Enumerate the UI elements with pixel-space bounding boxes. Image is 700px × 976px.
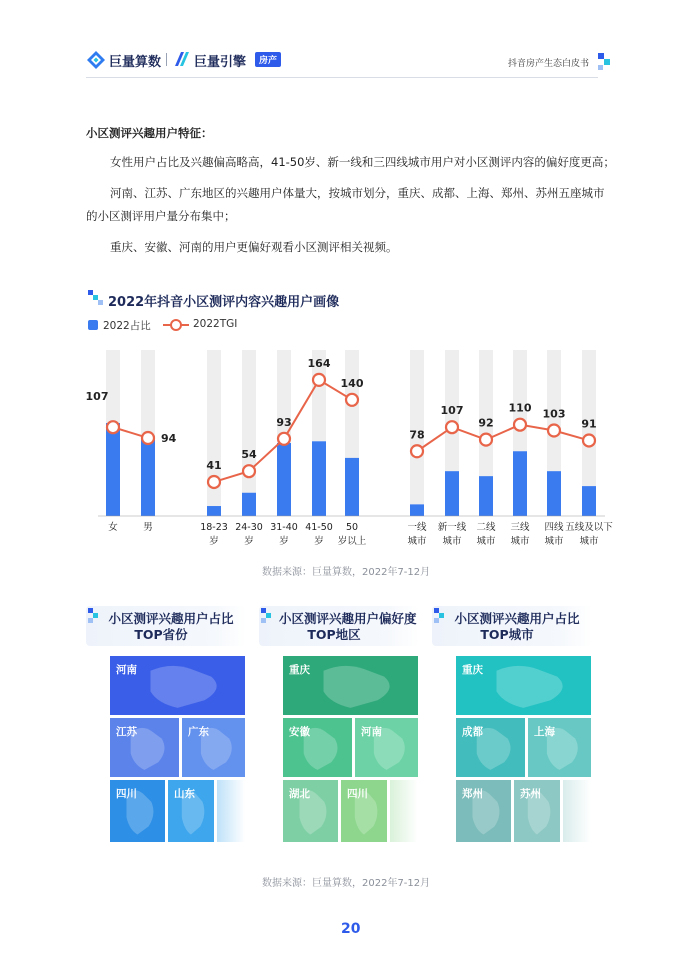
x-tick-label: 城市	[579, 536, 599, 547]
card-title: 小区测评兴趣用户占比	[454, 611, 580, 626]
legend-tgi-marker-icon	[163, 318, 189, 332]
tgi-point	[548, 425, 560, 437]
x-tick-label: 城市	[442, 536, 462, 547]
card-subtitle: TOP地区	[307, 627, 361, 642]
page-number: 20	[341, 921, 361, 937]
legend-tgi-label: 2022TGI	[193, 318, 238, 330]
card-deco-square	[434, 618, 439, 623]
tile-label: 苏州	[520, 788, 541, 800]
tgi-value-label: 164	[307, 356, 331, 370]
share-bar	[410, 504, 424, 516]
card-subtitle: TOP城市	[480, 627, 534, 642]
tgi-point	[107, 421, 119, 433]
tgi-value-label: 110	[508, 401, 532, 415]
tile-label: 成都	[462, 726, 483, 738]
column-background	[242, 350, 256, 516]
tgi-value-label: 78	[409, 428, 425, 442]
x-tick-label: 城市	[544, 536, 564, 547]
tgi-point	[411, 445, 423, 457]
chart-source: 数据来源：巨量算数，2022年7-12月	[262, 567, 431, 578]
x-tick-label: 18-23	[200, 522, 228, 533]
x-tick-label: 24-30	[235, 522, 263, 533]
tgi-point	[208, 476, 220, 488]
x-tick-label: 三线	[510, 522, 530, 533]
user-portrait-chart	[80, 340, 620, 555]
tile-label: 河南	[116, 664, 137, 676]
header-deco-square	[598, 65, 603, 70]
x-tick-label: 城市	[407, 536, 427, 547]
card-subtitle: TOP省份	[134, 627, 188, 642]
tile-label: 重庆	[462, 664, 483, 676]
card-title: 小区测评兴趣用户偏好度	[279, 611, 417, 626]
x-tick-label: 城市	[476, 536, 496, 547]
tgi-point	[583, 434, 595, 446]
x-tick-label: 岁	[279, 536, 289, 547]
tgi-point	[514, 419, 526, 431]
tgi-value-label: 107	[440, 404, 464, 418]
tile-label: 四川	[347, 788, 368, 800]
tile-label: 郑州	[462, 788, 483, 800]
tgi-value-label: 140	[340, 376, 364, 390]
card-deco-square	[261, 618, 266, 623]
tile-label: 上海	[534, 726, 555, 738]
treemap-tile	[355, 718, 418, 777]
tgi-point	[446, 421, 458, 433]
tile-label: 安徽	[289, 726, 310, 738]
tile-label: 湖北	[289, 788, 310, 800]
cards-source: 数据来源：巨量算数，2022年7-12月	[262, 878, 431, 889]
treemap-tile	[110, 780, 165, 842]
share-bar	[312, 441, 326, 516]
treemap-tile	[456, 656, 591, 715]
share-bar	[547, 471, 561, 516]
treemap-remainder	[217, 780, 245, 842]
x-tick-label: 31-40	[270, 522, 298, 533]
tgi-point	[142, 432, 154, 444]
title-deco-square	[98, 300, 103, 305]
tgi-value-label: 91	[581, 417, 597, 431]
share-bar	[106, 423, 120, 516]
share-bar	[141, 436, 155, 516]
brand-yinqing: 巨量引擎	[194, 55, 247, 70]
treemap-tile	[456, 780, 511, 842]
treemap-tile	[110, 718, 179, 777]
treemap-tile	[514, 780, 560, 842]
tile-label: 广东	[188, 726, 209, 738]
juliang-suanshu-logo-icon	[86, 50, 106, 70]
tgi-value-label: 92	[478, 416, 494, 430]
tile-label: 四川	[116, 788, 137, 800]
share-bar	[582, 486, 596, 516]
treemap-tile	[283, 780, 338, 842]
document-title: 抖音房产生态白皮书	[508, 59, 590, 69]
juliang-yinqing-logo-icon	[172, 49, 192, 69]
x-tick-label: 女	[108, 522, 118, 533]
tgi-value-label: 54	[241, 448, 257, 462]
treemap-tile	[283, 656, 418, 715]
card-title: 小区测评兴趣用户占比	[108, 611, 234, 626]
x-tick-label: 50	[345, 522, 359, 533]
x-tick-label: 四线	[544, 522, 564, 533]
card-deco-square	[88, 618, 93, 623]
brand-suanshu: 巨量算数	[109, 55, 162, 70]
x-tick-label: 新一线	[437, 522, 467, 533]
tgi-value-label: 93	[276, 415, 292, 429]
chart-title: 2022年抖音小区测评内容兴趣用户画像	[108, 295, 340, 310]
tgi-point	[346, 394, 358, 406]
treemap-tile	[182, 718, 245, 777]
tgi-point	[480, 434, 492, 446]
tile-label: 山东	[174, 788, 195, 800]
tgi-point	[278, 433, 290, 445]
header-deco-square	[604, 59, 610, 65]
x-tick-label: 41-50	[305, 522, 333, 533]
intro-paragraph-2: 河南、江苏、广东地区的兴趣用户体量大，按城市划分，重庆、成都、上海、郑州、苏州五座城市	[110, 186, 605, 200]
tgi-value-label: 94	[161, 431, 177, 445]
card-deco-square	[266, 613, 271, 618]
treemap-tile	[110, 656, 245, 715]
treemap-tile	[283, 718, 352, 777]
treemap-remainder	[563, 780, 591, 842]
tgi-value-label: 103	[542, 407, 566, 421]
treemap-remainder	[390, 780, 418, 842]
share-bar	[277, 443, 291, 516]
card-deco-square	[93, 613, 98, 618]
treemap-tile	[528, 718, 591, 777]
tgi-line	[417, 425, 589, 452]
tile-label: 河南	[361, 726, 382, 738]
x-tick-label: 岁	[314, 536, 324, 547]
share-bar	[345, 458, 359, 516]
tgi-point	[243, 465, 255, 477]
treemap-tile	[341, 780, 387, 842]
fangchan-tag: 房产	[255, 52, 281, 67]
share-bar	[445, 471, 459, 516]
treemap-tile	[168, 780, 214, 842]
x-tick-label: 城市	[510, 536, 530, 547]
x-tick-label: 一线	[407, 522, 427, 533]
intro-heading: 小区测评兴趣用户特征：	[86, 126, 213, 140]
x-tick-label: 五线及以下	[565, 522, 613, 533]
tgi-point	[313, 374, 325, 386]
x-tick-label: 男	[143, 522, 153, 533]
x-tick-label: 岁以上	[337, 536, 367, 547]
tgi-value-label: 41	[206, 458, 222, 472]
x-tick-label: 二线	[476, 522, 496, 533]
intro-paragraph-3: 重庆、安徽、河南的用户更偏好观看小区测评相关视频。	[110, 240, 398, 254]
tile-label: 重庆	[289, 664, 310, 676]
share-bar	[479, 476, 493, 516]
tgi-value-label: 107	[85, 390, 109, 404]
share-bar	[513, 451, 527, 516]
header	[0, 0, 700, 80]
legend-share-swatch	[88, 320, 98, 330]
treemap-tile	[456, 718, 525, 777]
column-background	[207, 350, 221, 516]
brand-divider	[166, 53, 167, 66]
card-deco-square	[439, 613, 444, 618]
header-rule	[86, 77, 598, 78]
intro-paragraph-2-cont: 的小区测评用户量分布集中；	[86, 209, 236, 223]
x-tick-label: 岁	[209, 536, 219, 547]
x-tick-label: 岁	[244, 536, 254, 547]
legend-share-label: 2022占比	[103, 320, 151, 332]
share-bar	[242, 493, 256, 516]
tile-label: 江苏	[116, 726, 137, 738]
intro-paragraph-1: 女性用户占比及兴趣偏高略高，41-50岁、新一线和三四线城市用户对小区测评内容的偏好度更高；	[110, 155, 615, 169]
share-bar	[207, 506, 221, 516]
